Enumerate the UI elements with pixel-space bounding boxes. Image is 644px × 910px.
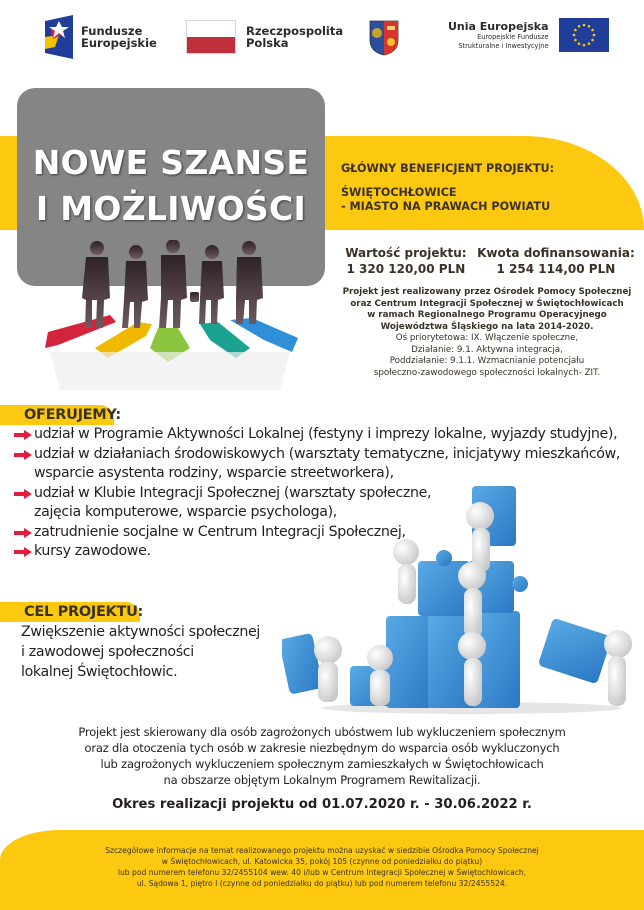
fundusze-line1: Fundusze: [81, 24, 143, 38]
coat-of-arms-icon: [369, 20, 399, 56]
program-bold-line: Projekt jest realizowany przez Ośrodek Pomocy Społecznej: [342, 287, 632, 297]
rp-line2: Polska: [246, 36, 289, 50]
list-item: udział w działaniach środowiskowych (warsztaty tematyczne, inicjatywy mieszkańców, wsparcie asystenta rodziny, wsparcie streetworkera),: [14, 445, 644, 484]
beneficiary-city-line1: ŚWIĘTOCHŁOWICE: [341, 186, 457, 199]
funding-amount: 1 254 114,00 PLN: [496, 262, 616, 276]
ue-title: Unia Europejska: [448, 19, 549, 33]
beneficiary-city-line2: - MIASTO NA PRAWACH POWIATU: [341, 200, 551, 213]
project-value-block: [341, 245, 470, 277]
fundusze-line2: Europejskie: [81, 36, 157, 50]
project-value-amount: 1 320 120,00 PLN: [346, 262, 466, 276]
walking-people-illustration: [40, 240, 310, 400]
program-info: [330, 287, 644, 379]
program-line: Oś priorytetowa: IX. Włączenie społeczne,: [395, 333, 579, 343]
eu-flag-icon: [559, 18, 609, 52]
right-arrow-icon: [14, 489, 32, 499]
list-item: udział w Klubie Integracji Społecznej (warsztaty społeczne, zajęcia komputerowe, wsparcie psychologa),: [14, 484, 644, 523]
program-line: społeczno-zawodowego społeczności lokalnych- ZIT.: [373, 367, 601, 378]
right-arrow-icon: [14, 547, 32, 557]
beneficiary-block: [341, 162, 601, 214]
program-bold-line: oraz Centrum Integracji Społecznej w Świętochłowicach: [350, 298, 624, 309]
ue-sub1: Europejskie Fundusze: [477, 32, 549, 41]
right-arrow-icon: [14, 430, 32, 440]
funding-block: [473, 245, 639, 277]
goal-heading: CEL PROJEKTU:: [24, 604, 144, 620]
logo-bar: [0, 0, 644, 80]
goal-text: Zwiększenie aktywności społecznej i zawodowej społeczności lokalnej Świętochłowic.: [21, 624, 260, 680]
project-values: [340, 245, 640, 277]
fundusze-europejskie-icon: [45, 15, 73, 59]
list-item: zatrudnienie socjalne w Centrum Integracji Społecznej,: [14, 523, 644, 543]
program-line: Działanie: 9.1. Aktywna integracja,: [411, 344, 563, 355]
list-item: kursy zawodowe.: [14, 542, 644, 562]
title-line2: I MOŻLIWOŚCI: [35, 189, 307, 228]
rp-line1: Rzeczpospolita: [246, 24, 344, 38]
puzzle-people-illustration: [282, 476, 644, 716]
right-arrow-icon: [14, 528, 32, 538]
page-title: [17, 140, 325, 232]
project-value-label: Wartość projektu:: [345, 246, 467, 260]
list-item: udział w Programie Aktywności Lokalnej (festyny i imprezy lokalne, wyjazdy studyjne),: [14, 425, 644, 445]
unia-europejska-logo: [448, 18, 609, 52]
offer-heading: OFERUJEMY:: [24, 407, 121, 423]
project-period: Okres realizacji projektu od 01.07.2020 r. - 30.06.2022 r.: [112, 797, 532, 812]
polish-flag-icon: [186, 20, 236, 54]
program-bold-line: w ramach Regionalnego Programu Operacyjnego: [367, 310, 607, 320]
title-line1: NOWE SZANSE: [32, 143, 310, 182]
target-group-text: Projekt jest skierowany dla osób zagrożonych ubóstwem lub wykluczeniem społecznym oraz dla otoczenia tych osób w zakresie niezbędnym do wsparcia osób wykluczonych lub zagrożonych wykluczeniem społecznym zamieszkałych w Świętochłowicach na obszarze objętym Lokalnym Programem Rewitalizacji.: [78, 725, 566, 787]
ue-sub2: Strukturalne i Inwestycyjne: [458, 41, 549, 50]
fundusze-europejskie-logo: [45, 15, 157, 59]
program-bold-line: Województwa Śląskiego na lata 2014-2020.: [380, 321, 594, 332]
beneficiary-label: GŁÓWNY BENEFICJENT PROJEKTU:: [341, 162, 555, 175]
right-arrow-icon: [14, 450, 32, 460]
program-line: Poddziałanie: 9.1.1. Wzmacnianie potencjału: [389, 356, 585, 366]
footer-contact-info: Szczegółowe informacje na temat realizowanego projektu można uzyskać w siedzibie Ośrodka Pomocy Społecznej w Świętochłowicach, ul. Katowicka 35, pokój 105 (czynne od poniedziałku do piątku) lub pod numerem telefonu 32/2455104 wew. 40 i/lub w Centrum Integracji Społecznej w Świętochłowicach, ul. Sądowa 1, piętro I (czynne od poniedziałku do piątku) lub pod numerem telefonu 32/2455524.: [105, 846, 539, 888]
rzeczpospolita-polska-logo: [186, 20, 343, 54]
funding-label: Kwota dofinansowania:: [477, 246, 635, 260]
